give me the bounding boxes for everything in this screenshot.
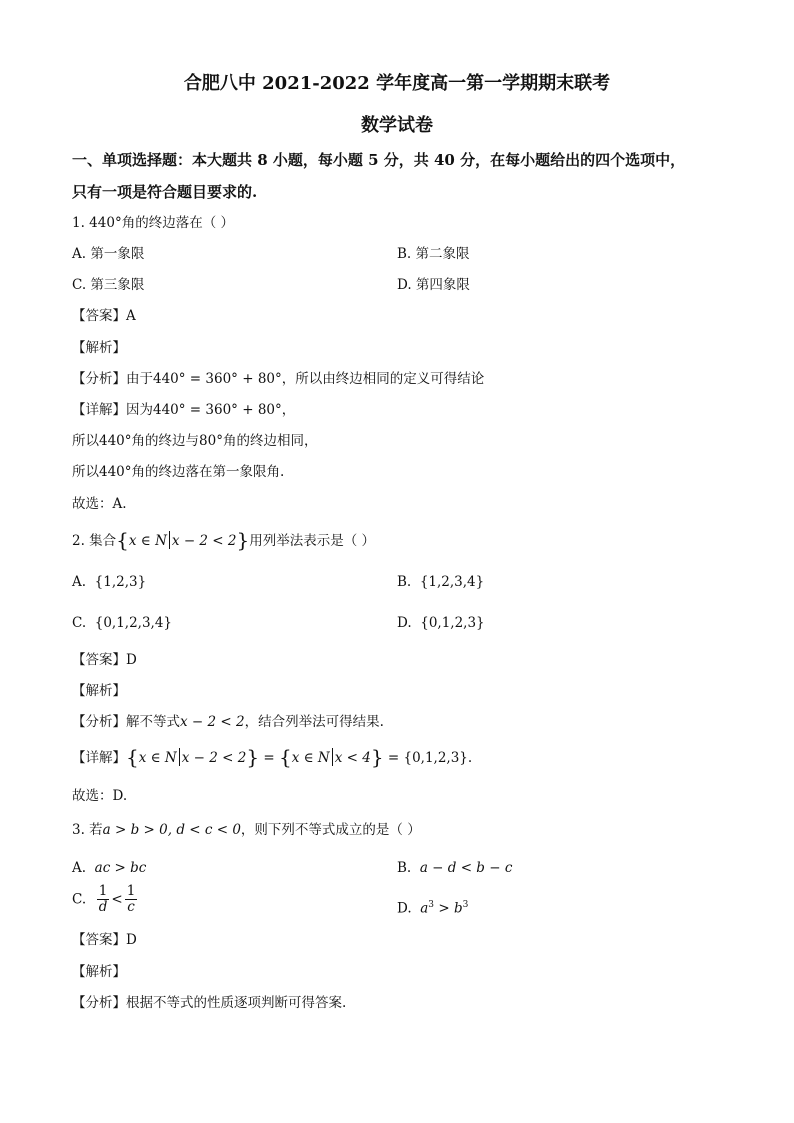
q2-set-right: x − 2 < 2: [171, 533, 237, 549]
exam-subtitle: 数学试卷: [361, 115, 433, 136]
q3-option-d: [397, 895, 468, 919]
q2-option-a: [72, 572, 146, 592]
detail-text: 因为: [126, 402, 153, 418]
q1-answer: [72, 306, 136, 326]
q1-detail-line3: 所以440°角的终边落在第一象限角.: [72, 464, 285, 480]
option-value: {1,2,3,4}: [419, 574, 485, 590]
q1-option-d: D. 第四象限: [397, 277, 470, 293]
q2-analysis-label: 【解析】: [72, 683, 126, 699]
option-label: C.: [72, 891, 87, 908]
q2-option-b: [397, 572, 484, 592]
fenxi-math: 440° = 360° + 80°: [153, 371, 282, 387]
denominator: c: [127, 899, 135, 915]
detail-math: 440° = 360° + 80°: [153, 402, 282, 418]
fenxi-text-post: ，所以由终边相同的定义可得结论: [281, 371, 485, 387]
answer-value: A: [126, 308, 136, 324]
detail-text-post: ，: [281, 402, 296, 418]
q1-option-c: C. 第三象限: [72, 277, 145, 293]
q2-choice: 故选：D.: [72, 788, 128, 804]
section-heading-line1: 一、单项选择题：本大题共 8 小题，每小题 5 分，共 40 分，在每小题给出的四个选项中，: [72, 151, 686, 169]
exponent: 3: [462, 900, 469, 910]
option-value: {1,2,3}: [94, 574, 147, 590]
numerator: 1: [97, 884, 110, 900]
q3-option-b: [397, 858, 512, 878]
option-label: C.: [72, 615, 87, 631]
section-heading-line2: 只有一项是符合题目要求的.: [72, 183, 258, 201]
fraction: [125, 884, 138, 915]
answer-label: 【答案】: [72, 308, 126, 324]
set-left: x ∈ N: [138, 750, 177, 766]
option-label: D.: [397, 615, 412, 631]
fenxi-label: 【分析】: [72, 371, 126, 387]
option-label: A.: [72, 860, 87, 876]
q2-stem-pre: 2. 集合: [72, 533, 117, 549]
fenxi-text: 根据不等式的性质逐项判断可得答案.: [126, 995, 347, 1011]
set-right: x < 4: [334, 750, 371, 766]
fenxi-label: 【分析】: [72, 995, 126, 1011]
base: a: [420, 900, 429, 917]
exponent: 3: [428, 900, 435, 910]
answer-value: D: [126, 652, 137, 668]
q1-option-a: A. 第一象限: [72, 246, 145, 262]
option-label: D.: [397, 900, 412, 917]
q1-analysis-label: 【解析】: [72, 340, 126, 356]
option-value: a − d < b − c: [419, 860, 513, 876]
option-value: {0,1,2,3}: [420, 615, 485, 631]
detail-label: 【详解】: [72, 750, 126, 766]
denominator: d: [98, 899, 108, 915]
option-label: B.: [397, 860, 412, 876]
option-value: ac > bc: [94, 860, 147, 876]
option-label: B.: [397, 574, 412, 590]
q2-detail: 【详解】{x ∈ N x − 2 < 2} = {x ∈ N x < 4} = {0,1,2,3}.: [72, 745, 473, 769]
q3-fenxi: [72, 993, 346, 1013]
q1-stem: 1. 440°角的终边落在（ ）: [72, 215, 234, 231]
q1-fenxi: [72, 369, 484, 389]
set-left: x ∈ N: [291, 750, 330, 766]
q3-stem: [72, 820, 421, 840]
q3-analysis-label: 【解析】: [72, 964, 126, 980]
operator: >: [434, 900, 454, 917]
fenxi-text: 由于: [126, 371, 153, 387]
q1-detail: [72, 400, 295, 420]
q3-option-c: [72, 884, 139, 915]
fenxi-text-post: ，结合列举法可得结果.: [244, 714, 384, 730]
answer-value: D: [126, 932, 137, 948]
answer-label: 【答案】: [72, 932, 126, 948]
option-value: {0,1,2,3,4}: [94, 615, 173, 631]
q3-option-a: [72, 858, 146, 878]
q3-stem-math: a > b > 0, d < c < 0: [102, 822, 241, 838]
option-label: A.: [72, 574, 87, 590]
exam-title: 合肥八中 2021-2022 学年度高一第一学期期末联考: [183, 73, 611, 94]
q1-choice: 故选：A.: [72, 496, 127, 512]
numerator: 1: [126, 883, 136, 899]
set-right: x − 2 < 2: [181, 750, 247, 766]
q2-fenxi: [72, 712, 384, 732]
fraction: [97, 884, 110, 915]
q3-stem-pre: 3. 若: [72, 822, 103, 838]
q3-answer: [72, 930, 137, 950]
set-result: {0,1,2,3}: [403, 750, 468, 766]
q2-stem-post: 用列举法表示是（ ）: [249, 533, 376, 549]
q1-option-b: B. 第二象限: [397, 246, 470, 262]
q1-detail-line2: 所以440°角的终边与80°角的终边相同，: [72, 433, 318, 449]
fenxi-math: x − 2 < 2: [180, 714, 245, 730]
base: b: [453, 900, 463, 917]
q2-option-d: [397, 613, 485, 633]
q2-stem: 2. 集合{x ∈ N x − 2 < 2}用列举法表示是（ ）: [72, 528, 376, 552]
operator: <: [111, 891, 123, 908]
answer-label: 【答案】: [72, 652, 126, 668]
q2-option-c: [72, 613, 172, 633]
q3-stem-post: ，则下列不等式成立的是（ ）: [240, 822, 421, 838]
detail-label: 【详解】: [72, 402, 126, 418]
q2-set-left: x ∈ N: [128, 533, 167, 549]
fenxi-text: 解不等式: [126, 714, 180, 730]
fenxi-label: 【分析】: [72, 714, 126, 730]
q2-answer: [72, 650, 137, 670]
